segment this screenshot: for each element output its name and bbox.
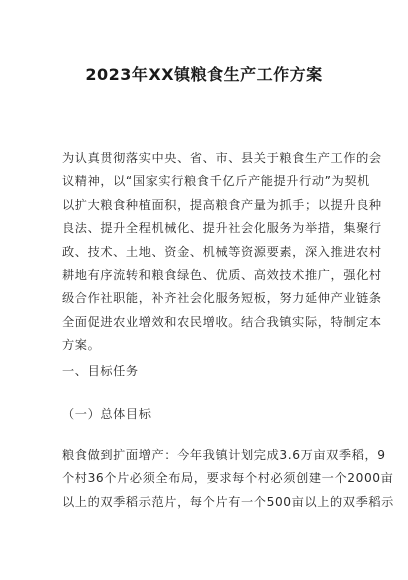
- body-line: 粮食做到扩面增产：今年我镇计划完成3.6万亩双季稻，9: [62, 448, 386, 462]
- intro-line: 为认真贯彻落实中央、省、市、县关于粮食生产工作的会: [62, 151, 382, 165]
- intro-line: 耕地有序流转和粮食绿色、优质、高效技术推广，强化村: [62, 267, 382, 282]
- body-line: 以上的双季稻示范片，每个片有一个500亩以上的双季稻示: [62, 494, 394, 509]
- intro-line: 以扩大粮食种植面积，提高粮食产量为抓手；以提升良种: [62, 197, 382, 212]
- intro-line: 全面促进农业增效和农民增收。结合我镇实际，特制定本: [62, 314, 382, 329]
- intro-line: 方案。: [62, 338, 101, 353]
- body-line: 个村36个片必须全布局，要求每个村必须创建一个2000亩: [62, 471, 394, 486]
- intro-line: 政、技术、土地、资金、机械等资源要素，深入推进农村: [62, 244, 382, 259]
- intro-line: 良法、提升全程机械化、提升社会化服务为举措，集聚行: [62, 221, 382, 236]
- sub-section-heading: （一）总体目标: [62, 407, 152, 421]
- body-paragraph: [62, 444, 394, 514]
- section-heading: 一、目标任务: [62, 364, 139, 378]
- intro-line: 级合作社职能，补齐社会化服务短板，努力延伸产业链条: [62, 291, 382, 306]
- intro-paragraph: [62, 147, 382, 358]
- document-title: 2023年XX镇粮食生产工作方案: [85, 65, 323, 84]
- intro-line: 议精神，以“国家实行粮食千亿斤产能提升行动”为契机: [62, 174, 370, 189]
